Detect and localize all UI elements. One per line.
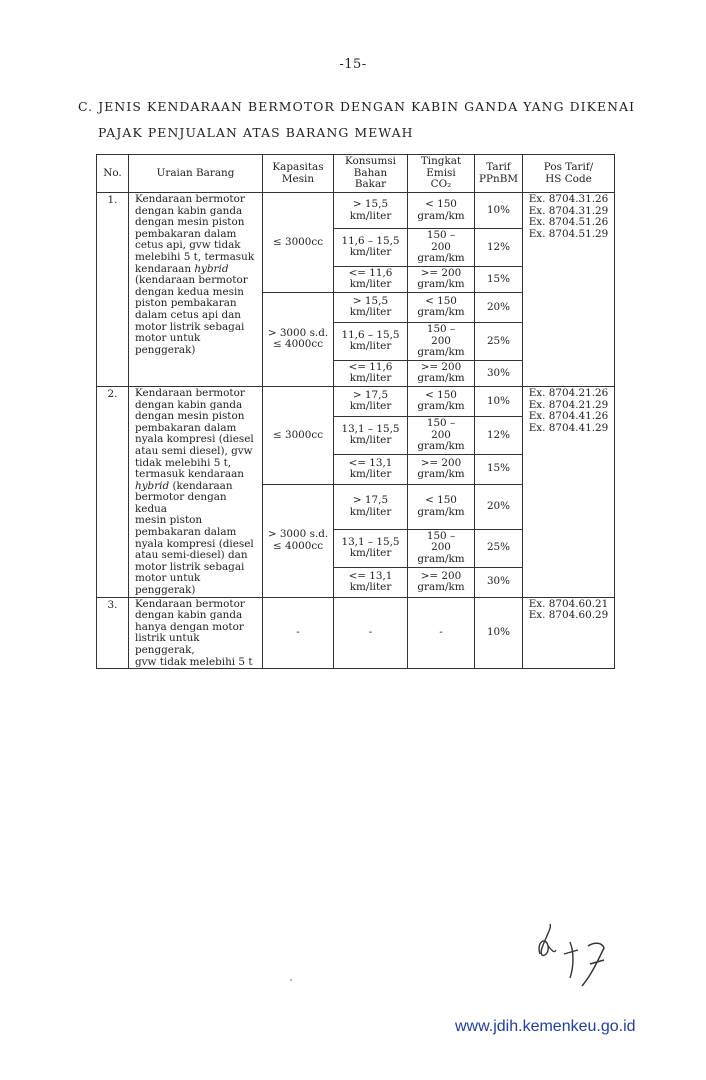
- row-capacity: -: [263, 597, 334, 669]
- handwritten-initials: [530, 916, 620, 996]
- row-hs-code: Ex. 8704.21.26 Ex. 8704.21.29 Ex. 8704.41.26 Ex. 8704.41.29: [523, 386, 615, 597]
- row-hs-code: Ex. 8704.60.21 Ex. 8704.60.29: [523, 597, 615, 669]
- row-capacity: > 3000 s.d. ≤ 4000cc: [263, 484, 334, 597]
- row-emission: >= 200 gram/km: [408, 454, 475, 484]
- row-description: Kendaraan bermotor dengan kabin ganda dengan mesin piston pembakaran dalam nyala kompresi (diesel atau semi diesel), gvw tidak melebihi 5 t, termasuk kendaraan hybrid (kendaraan bermotor dengan kedua mesin piston pembakaran dalam nyala kompresi (diesel atau semi-diesel) dan motor listrik sebagai motor untuk penggerak): [129, 386, 263, 597]
- row-tariff: 20%: [475, 292, 523, 322]
- row-tariff: 15%: [475, 454, 523, 484]
- row-consumption: <= 13,1 km/liter: [334, 454, 408, 484]
- row-tariff: 10%: [475, 386, 523, 416]
- row-emission: -: [408, 597, 475, 669]
- table-row: [97, 597, 615, 669]
- table-header-row: [97, 155, 615, 193]
- tariff-table: [96, 154, 615, 669]
- row-consumption: 13,1 – 15,5 km/liter: [334, 529, 408, 567]
- row-tariff: 10%: [475, 597, 523, 669]
- row-emission: < 150 gram/km: [408, 292, 475, 322]
- row-consumption: -: [334, 597, 408, 669]
- row-number: 3.: [97, 597, 129, 669]
- row-emission: >= 200 gram/km: [408, 266, 475, 292]
- row-consumption: 11,6 – 15,5 km/liter: [334, 229, 408, 267]
- row-emission: 150 – 200 gram/km: [408, 416, 475, 454]
- page-number: -15-: [339, 57, 367, 72]
- row-hs-code: Ex. 8704.31.26 Ex. 8704.31.29 Ex. 8704.51.26 Ex. 8704.51.29: [523, 193, 615, 387]
- heading-line-1: C. JENIS KENDARAAN BERMOTOR DENGAN KABIN GANDA YANG DIKENAI: [78, 99, 636, 114]
- row-tariff: 30%: [475, 360, 523, 386]
- row-description: Kendaraan bermotor dengan kabin ganda hanya dengan motor listrik untuk penggerak, gvw tidak melebihi 5 t: [129, 597, 263, 669]
- row-consumption: <= 11,6 km/liter: [334, 266, 408, 292]
- row-capacity: ≤ 3000cc: [263, 386, 334, 484]
- row-tariff: 30%: [475, 567, 523, 597]
- table-row: [97, 193, 615, 229]
- header-pos: Pos Tarif/ HS Code: [523, 155, 615, 193]
- row-tariff: 20%: [475, 484, 523, 529]
- row-tariff: 15%: [475, 266, 523, 292]
- row-tariff: 10%: [475, 193, 523, 229]
- header-emisi: Tingkat Emisi CO₂: [408, 155, 475, 193]
- row-capacity: ≤ 3000cc: [263, 193, 334, 293]
- section-heading: [78, 94, 678, 146]
- row-emission: >= 200 gram/km: [408, 567, 475, 597]
- row-number: 1.: [97, 193, 129, 387]
- row-capacity: > 3000 s.d. ≤ 4000cc: [263, 292, 334, 386]
- row-tariff: 12%: [475, 416, 523, 454]
- row-consumption: <= 13,1 km/liter: [334, 567, 408, 597]
- row-consumption: 13,1 – 15,5 km/liter: [334, 416, 408, 454]
- row-consumption: > 15,5 km/liter: [334, 292, 408, 322]
- row-tariff: 25%: [475, 322, 523, 360]
- heading-line-2: PAJAK PENJUALAN ATAS BARANG MEWAH: [98, 125, 414, 140]
- row-tariff: 25%: [475, 529, 523, 567]
- scan-speck: [290, 979, 292, 981]
- header-tarif: Tarif PPnBM: [475, 155, 523, 193]
- row-tariff: 12%: [475, 229, 523, 267]
- row-emission: < 150 gram/km: [408, 484, 475, 529]
- row-consumption: > 15,5 km/liter: [334, 193, 408, 229]
- row-consumption: 11,6 – 15,5 km/liter: [334, 322, 408, 360]
- row-emission: 150 – 200 gram/km: [408, 529, 475, 567]
- row-number: 2.: [97, 386, 129, 597]
- row-consumption: <= 11,6 km/liter: [334, 360, 408, 386]
- row-consumption: > 17,5 km/liter: [334, 484, 408, 529]
- header-no: No.: [97, 155, 129, 193]
- row-emission: 150 – 200 gram/km: [408, 229, 475, 267]
- row-emission: < 150 gram/km: [408, 193, 475, 229]
- row-consumption: > 17,5 km/liter: [334, 386, 408, 416]
- row-emission: >= 200 gram/km: [408, 360, 475, 386]
- header-konsumsi: Konsumsi Bahan Bakar: [334, 155, 408, 193]
- footer-url: www.jdih.kemenkeu.go.id: [455, 1018, 636, 1035]
- table-row: [97, 386, 615, 416]
- row-description: Kendaraan bermotor dengan kabin ganda dengan mesin piston pembakaran dalam cetus api, gvw tidak melebihi 5 t, termasuk kendaraan hybrid (kendaraan bermotor dengan kedua mesin piston pembakaran dalam cetus api dan motor listrik sebagai motor untuk penggerak): [129, 193, 263, 387]
- row-emission: 150 – 200 gram/km: [408, 322, 475, 360]
- row-emission: < 150 gram/km: [408, 386, 475, 416]
- header-kapasitas: Kapasitas Mesin: [263, 155, 334, 193]
- header-uraian: Uraian Barang: [129, 155, 263, 193]
